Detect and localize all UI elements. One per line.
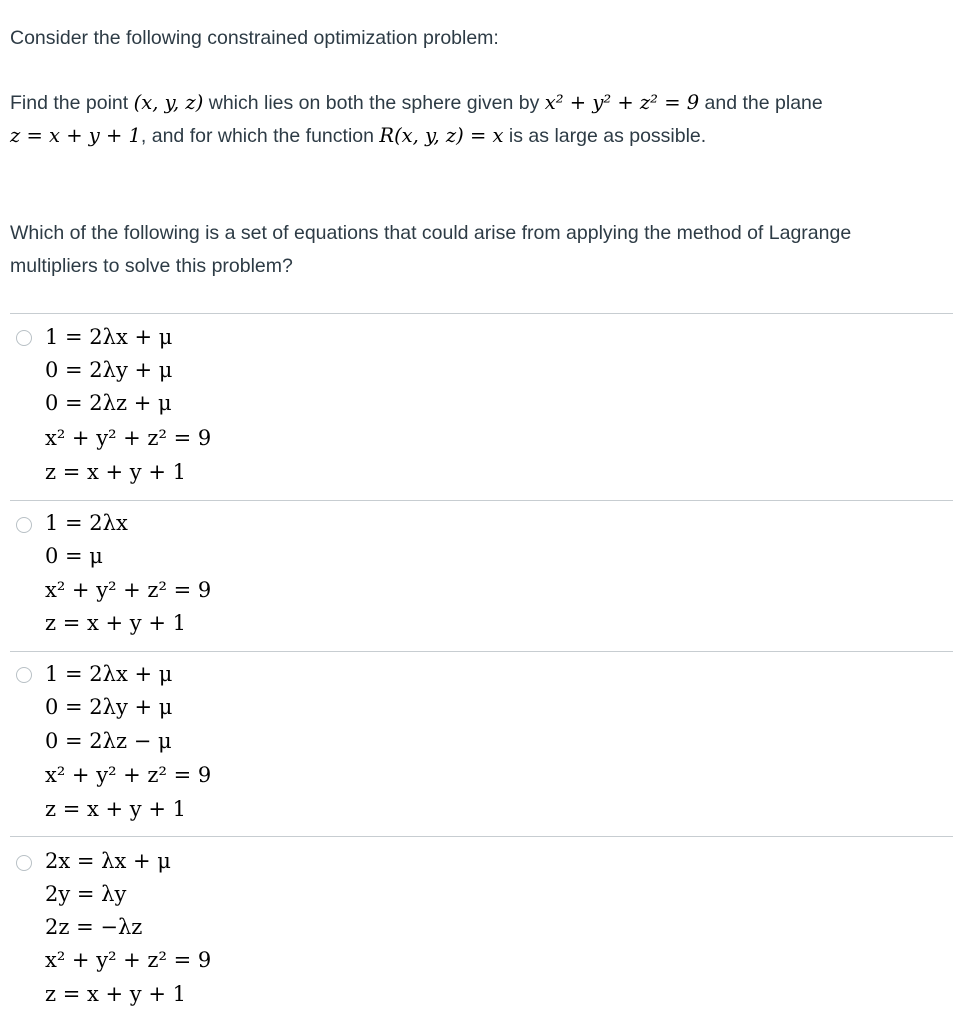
option-1-radio[interactable]: [16, 330, 32, 346]
option-3-radio[interactable]: [16, 667, 32, 683]
option-2-eq-3: x² + y² + z² = 9: [45, 578, 212, 602]
option-3-eq-2: 0 = 2λy + μ: [45, 695, 173, 719]
option-divider: [10, 500, 953, 501]
problem-tail: is as large as possible.: [503, 125, 707, 147]
option-3-eq-1: 1 = 2λx + μ: [45, 662, 173, 686]
option-1-eq-2: 0 = 2λy + μ: [45, 358, 173, 382]
option-divider: [10, 313, 953, 314]
option-3-eq-5: z = x + y + 1: [45, 797, 186, 821]
option-1-eq-5: z = x + y + 1: [45, 460, 186, 484]
option-3-eq-3: 0 = 2λz − μ: [45, 729, 172, 753]
question-line-1: Which of the following is a set of equations that could arise from applying the method of Lagrange: [10, 222, 852, 244]
plane-equation: z = x + y + 1: [10, 124, 141, 147]
option-4-eq-5: z = x + y + 1: [45, 982, 186, 1006]
option-4-radio[interactable]: [16, 855, 32, 871]
problem-line-1: [10, 86, 823, 120]
option-1-eq-1: 1 = 2λx + μ: [45, 325, 173, 349]
objective-function: R(x, y, z) = x: [379, 124, 504, 147]
problem-lead: Find the point: [10, 92, 134, 114]
option-4-eq-1: 2x = λx + μ: [45, 849, 171, 873]
option-divider: [10, 836, 953, 837]
problem-function-lead: , and for which the function: [140, 125, 380, 147]
option-1-eq-4: x² + y² + z² = 9: [45, 426, 212, 450]
option-4-eq-3: 2z = −λz: [45, 915, 143, 939]
option-4-eq-4: x² + y² + z² = 9: [45, 948, 212, 972]
option-4-eq-2: 2y = λy: [45, 882, 127, 906]
option-2-radio[interactable]: [16, 517, 32, 533]
option-2-eq-1: 1 = 2λx: [45, 511, 128, 535]
problem-line-2: [10, 119, 706, 153]
option-3-eq-4: x² + y² + z² = 9: [45, 763, 212, 787]
option-2-eq-4: z = x + y + 1: [45, 611, 186, 635]
point-expression: (x, y, z): [133, 91, 204, 114]
problem-sphere-lead: which lies on both the sphere given by: [203, 92, 545, 114]
problem-plane-lead: and the plane: [699, 92, 823, 114]
option-1-eq-3: 0 = 2λz + μ: [45, 391, 172, 415]
intro-text: Consider the following constrained optimization problem:: [10, 27, 499, 49]
sphere-equation: x² + y² + z² = 9: [544, 91, 700, 114]
option-divider: [10, 651, 953, 652]
option-2-eq-2: 0 = μ: [45, 544, 103, 568]
question-line-2: multipliers to solve this problem?: [10, 255, 293, 277]
